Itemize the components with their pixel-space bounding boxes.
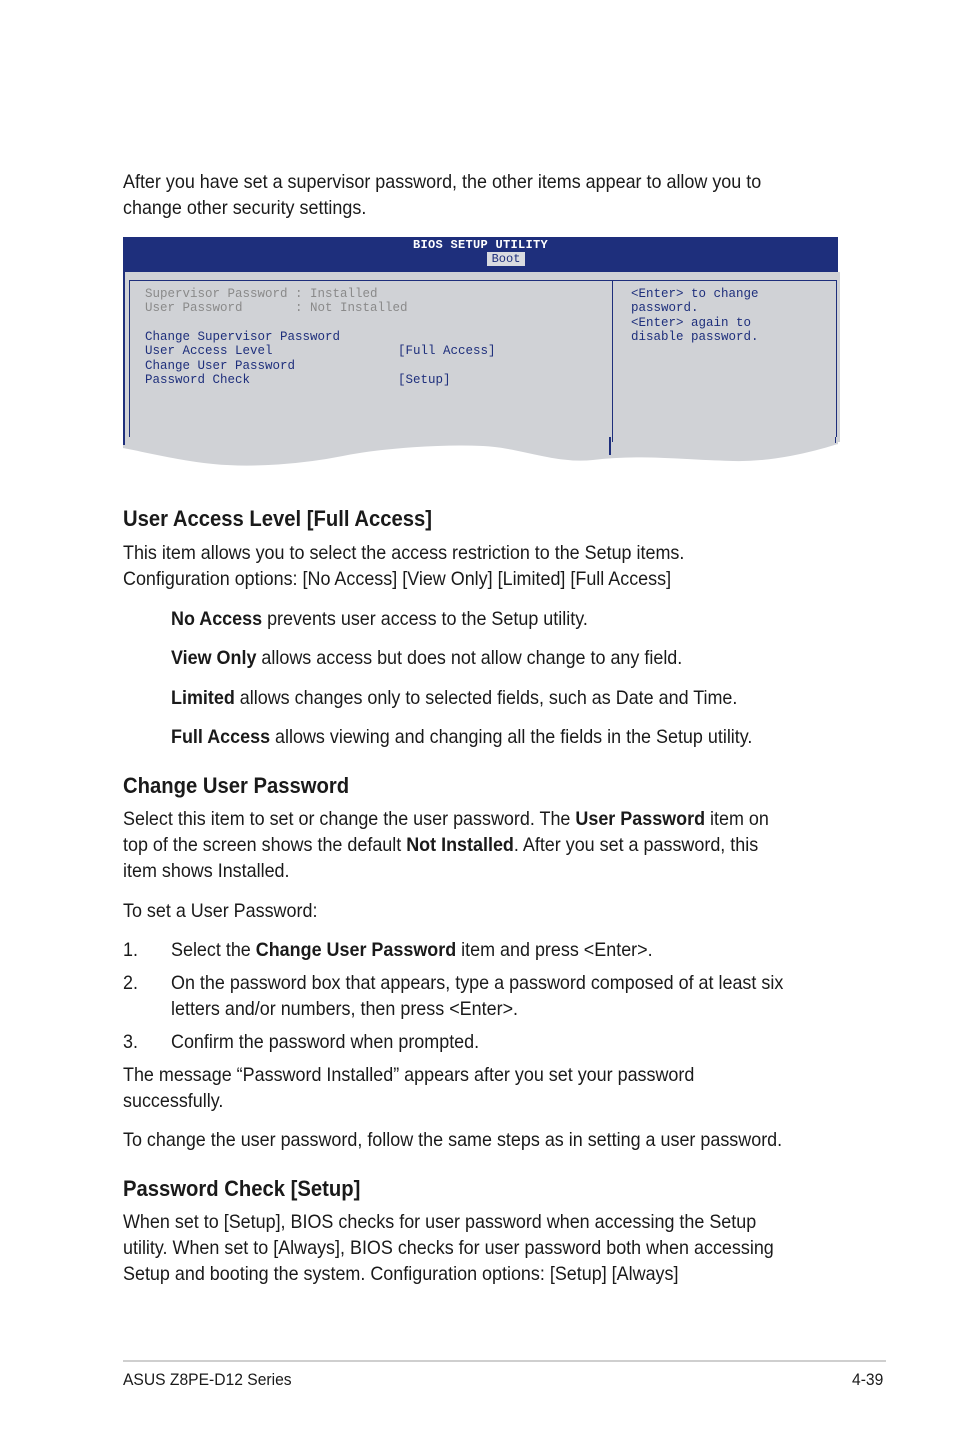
- help-text-line: disable password.: [631, 330, 759, 344]
- help-text-line: <Enter> to change: [631, 287, 759, 301]
- step-1: Select the Change User Password item and press <Enter>.: [171, 939, 653, 961]
- bios-title: BIOS SETUP UTILITY: [412, 238, 549, 252]
- supervisor-password-status: Supervisor Password : Installed: [145, 287, 378, 301]
- option-full-access: Full Access allows viewing and changing all the fields in the Setup utility.: [171, 726, 753, 748]
- password-check-value[interactable]: [Setup]: [398, 373, 451, 387]
- help-text-line: <Enter> again to: [631, 316, 752, 330]
- password-check-paragraph: When set to [Setup], BIOS checks for user password when accessing the Setup utility. When set to [Always], BIOS checks for user password both when accessing Setup and booting the system. Configuration options: [Setup] [Always]: [123, 1211, 774, 1285]
- footer-divider: [123, 1360, 886, 1362]
- change-steps-paragraph: To change the user password, follow the same steps as in setting a user password.: [123, 1129, 783, 1151]
- change-password-paragraph: Select this item to set or change the user password. The User Password item on top of the screen shows the default Not Installed. After you set a password, this item shows Installed.: [123, 808, 769, 882]
- section-heading-user-access-level: User Access Level [Full Access]: [123, 506, 433, 531]
- user-access-level-value[interactable]: [Full Access]: [398, 344, 496, 358]
- change-supervisor-password-item[interactable]: Change Supervisor Password: [145, 330, 341, 344]
- step-number: 2.: [123, 972, 138, 994]
- tab-boot[interactable]: Boot: [487, 252, 525, 266]
- user-access-level-item[interactable]: User Access Level: [145, 344, 273, 358]
- installed-message-paragraph: The message “Password Installed” appears after you set your password successfully.: [123, 1064, 695, 1112]
- help-text-line: password.: [631, 301, 699, 315]
- step-number: 3.: [123, 1031, 138, 1053]
- step-2: On the password box that appears, type a password composed of at least six letters and/or numbers, then press <Enter>.: [171, 972, 784, 1020]
- bios-divider: [612, 280, 613, 459]
- option-no-access: No Access prevents user access to the Setup utility.: [171, 608, 588, 630]
- option-limited: Limited allows changes only to selected fields, such as Date and Time.: [171, 687, 738, 709]
- footer-page-number: 4-39: [852, 1370, 884, 1389]
- torn-edge-graphic: [123, 437, 838, 473]
- section-heading-change-user-password: Change User Password: [123, 773, 350, 798]
- bios-screen: [123, 237, 838, 473]
- password-check-item[interactable]: Password Check: [145, 373, 251, 387]
- user-password-status: User Password : Not Installed: [145, 301, 408, 315]
- set-password-intro: To set a User Password:: [123, 900, 318, 922]
- intro-paragraph: After you have set a supervisor password, the other items appear to allow you to change other security settings.: [123, 171, 762, 219]
- step-number: 1.: [123, 939, 138, 961]
- access-description: This item allows you to select the access restriction to the Setup items. Configuration options: [No Access] [View Only] [Limited] [Full Access]: [123, 542, 685, 590]
- section-heading-password-check: Password Check [Setup]: [123, 1176, 361, 1201]
- bios-panel: [123, 272, 840, 442]
- bios-header: [123, 237, 838, 272]
- footer-product-name: ASUS Z8PE-D12 Series: [123, 1370, 292, 1389]
- change-user-password-item[interactable]: Change User Password: [145, 359, 296, 373]
- option-view-only: View Only allows access but does not allow change to any field.: [171, 647, 683, 669]
- step-3: Confirm the password when prompted.: [171, 1031, 480, 1053]
